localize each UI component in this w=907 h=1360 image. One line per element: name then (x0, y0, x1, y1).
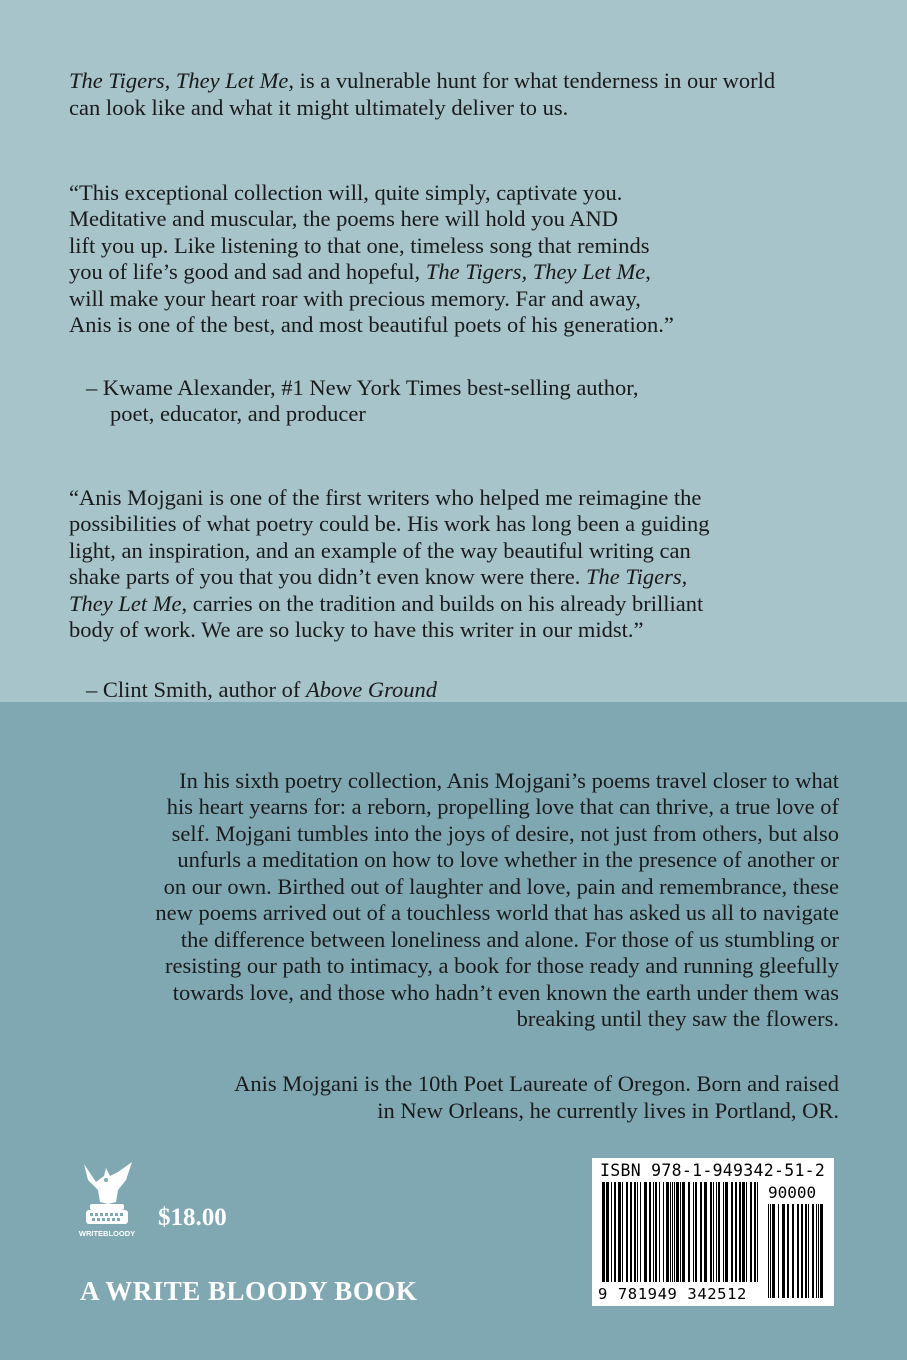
barcode-bars (592, 1158, 834, 1306)
barcode-bar (680, 1182, 681, 1282)
description-line: on our own. Birthed out of laughter and love, pain and remembrance, these (163, 874, 839, 899)
barcode-bar (682, 1182, 685, 1282)
blurb1-line: Meditative and muscular, the poems here will hold you AND (69, 206, 618, 231)
price: $18.00 (158, 1204, 227, 1231)
publisher-tagline: A WRITE BLOODY BOOK (80, 1276, 418, 1306)
barcode-bar (653, 1182, 654, 1282)
clint-book-title: Above Ground (306, 677, 438, 702)
barcode-bar (640, 1182, 641, 1282)
barcode-bar (622, 1182, 623, 1282)
blurb2-attribution: – Clint Smith, author of Above Ground (86, 677, 438, 702)
description-line: self. Mojgani tumbles into the joys of desire, not just from others, but also (171, 821, 839, 846)
barcode-bar (770, 1204, 771, 1298)
barcode-bar (602, 1182, 605, 1282)
barcode-bar (723, 1182, 724, 1282)
barcode-bar (695, 1182, 697, 1282)
barcode-bar (688, 1182, 690, 1282)
barcode-bar (655, 1182, 657, 1282)
barcode-bar (718, 1182, 720, 1282)
blurb1-line: Anis is one of the best, and most beautiful poets of his generation.” (69, 312, 674, 337)
blurb1-attribution: – Kwame Alexander, #1 New York Times best-selling author, (86, 375, 639, 400)
intro-line-1: The Tigers, They Let Me, is a vulnerable hunt for what tenderness in our world (69, 68, 776, 93)
isbn-label: ISBN 978-1-949342-51-2 (600, 1161, 826, 1180)
barcode-bar (797, 1204, 799, 1298)
bio-line: Anis Mojgani is the 10th Poet Laureate of Oregon. Born and raised (234, 1071, 839, 1096)
blurb2-line: They Let Me, carries on the tradition and builds on his already brilliant (69, 591, 704, 616)
barcode-bar (659, 1182, 660, 1282)
description-line: new poems arrived out of a touchless world that has asked us all to navigate (155, 900, 839, 925)
description-line: breaking until they saw the flowers. (516, 1006, 839, 1031)
blurb2-line: light, an inspiration, and an example of the way beautiful writing can (69, 538, 691, 563)
blurb2-book-title: The Tigers, (585, 564, 688, 589)
barcode-bar (750, 1182, 752, 1282)
barcode-bar (754, 1182, 756, 1282)
barcode-bar (746, 1182, 747, 1282)
barcode-bar (772, 1204, 775, 1298)
description-line: towards love, and those who hadn’t even known the earth under them was (172, 980, 839, 1005)
blurb1-attribution-cont: poet, educator, and producer (110, 401, 366, 426)
barcode-bar (805, 1204, 807, 1298)
blurb2-line: shake parts of you that you didn’t even know were there. The Tigers, (69, 564, 688, 589)
intro-line-2: can look like and what it might ultimately deliver to us. (69, 95, 569, 120)
barcode-bar (812, 1204, 814, 1298)
barcode-bar (768, 1204, 769, 1298)
barcode-bar (626, 1182, 628, 1282)
blurb2-line: possibilities of what poetry could be. His work has long been a guiding (69, 511, 710, 536)
description-line: unfurls a meditation on how to love whether in the presence of another or (177, 847, 839, 872)
blurb2-line: body of work. We are so lucky to have this writer in our midst.” (69, 617, 644, 642)
barcode-bar (801, 1204, 803, 1298)
barcode-bar (787, 1204, 789, 1298)
barcode-bar (731, 1182, 733, 1282)
blurb1-book-title: The Tigers, They Let Me (425, 259, 646, 284)
barcode-bar (713, 1182, 714, 1282)
description-line: his heart yearns for: a reborn, propelling love that can thrive, a true love of (166, 794, 839, 819)
isbn-barcode (592, 1158, 834, 1306)
barcode-bar (735, 1182, 737, 1282)
barcode-bar (693, 1182, 694, 1282)
barcode-bar (606, 1182, 609, 1282)
barcode-bar (634, 1182, 636, 1282)
blurb1-line: “This exceptional collection will, quite simply, captivate you. (69, 180, 623, 205)
barcode-bar (672, 1182, 673, 1282)
blurb2-book-title: They Let Me (69, 591, 182, 616)
barcode-bar (614, 1182, 616, 1282)
barcode-bar (725, 1182, 728, 1282)
intro-title: The Tigers, They Let Me (69, 68, 289, 93)
barcode-bar (630, 1182, 632, 1282)
blurb1-line: you of life’s good and sad and hopeful, The Tigers, They Let Me, (69, 259, 651, 284)
barcode-bar (742, 1182, 745, 1282)
barcode-bar (666, 1182, 669, 1282)
barcode-bar (818, 1204, 819, 1298)
bio-line: in New Orleans, he currently lives in Portland, OR. (377, 1098, 839, 1123)
barcode-digits: 9 781949 342512 (598, 1285, 747, 1303)
description-line: the difference between loneliness and alone. For those of us stumbling or (180, 927, 839, 952)
barcode-bar (757, 1182, 758, 1282)
barcode-bar (792, 1204, 794, 1298)
barcode-bar (670, 1182, 671, 1282)
blurb1-line: will make your heart roar with precious memory. Far and away, (69, 286, 641, 311)
writebloody-logo-icon (78, 1158, 138, 1240)
barcode-bar (674, 1182, 675, 1282)
barcode-bar (611, 1182, 612, 1282)
barcode-bar (739, 1182, 741, 1282)
barcode-bar (782, 1204, 785, 1298)
barcode-bar (637, 1182, 638, 1282)
barcode-bar (700, 1182, 702, 1282)
barcode-bar (820, 1204, 823, 1298)
blurb1-line: lift you up. Like listening to that one, timeless song that reminds (69, 233, 650, 258)
barcode-addon-number: 90000 (768, 1183, 817, 1202)
barcode-bar (778, 1204, 779, 1298)
barcode-bar (618, 1182, 621, 1282)
blurb2-line: “Anis Mojgani is one of the first writers who helped me reimagine the (69, 485, 702, 510)
barcode-bar (816, 1204, 817, 1298)
barcode-bar (676, 1182, 679, 1282)
description-line: In his sixth poetry collection, Anis Mojgani’s poems travel closer to what (179, 768, 839, 793)
barcode-bar (644, 1182, 647, 1282)
barcode-bar (716, 1182, 717, 1282)
barcode-bar (704, 1182, 707, 1282)
barcode-bar (663, 1182, 664, 1282)
barcode-bar (710, 1182, 712, 1282)
description-line: resisting our path to intimacy, a book for those ready and running gleefully (164, 953, 839, 978)
barcode-bar (649, 1182, 651, 1282)
logo-text: WRITEBLOODY (78, 1229, 136, 1238)
barcode-bar (808, 1204, 809, 1298)
